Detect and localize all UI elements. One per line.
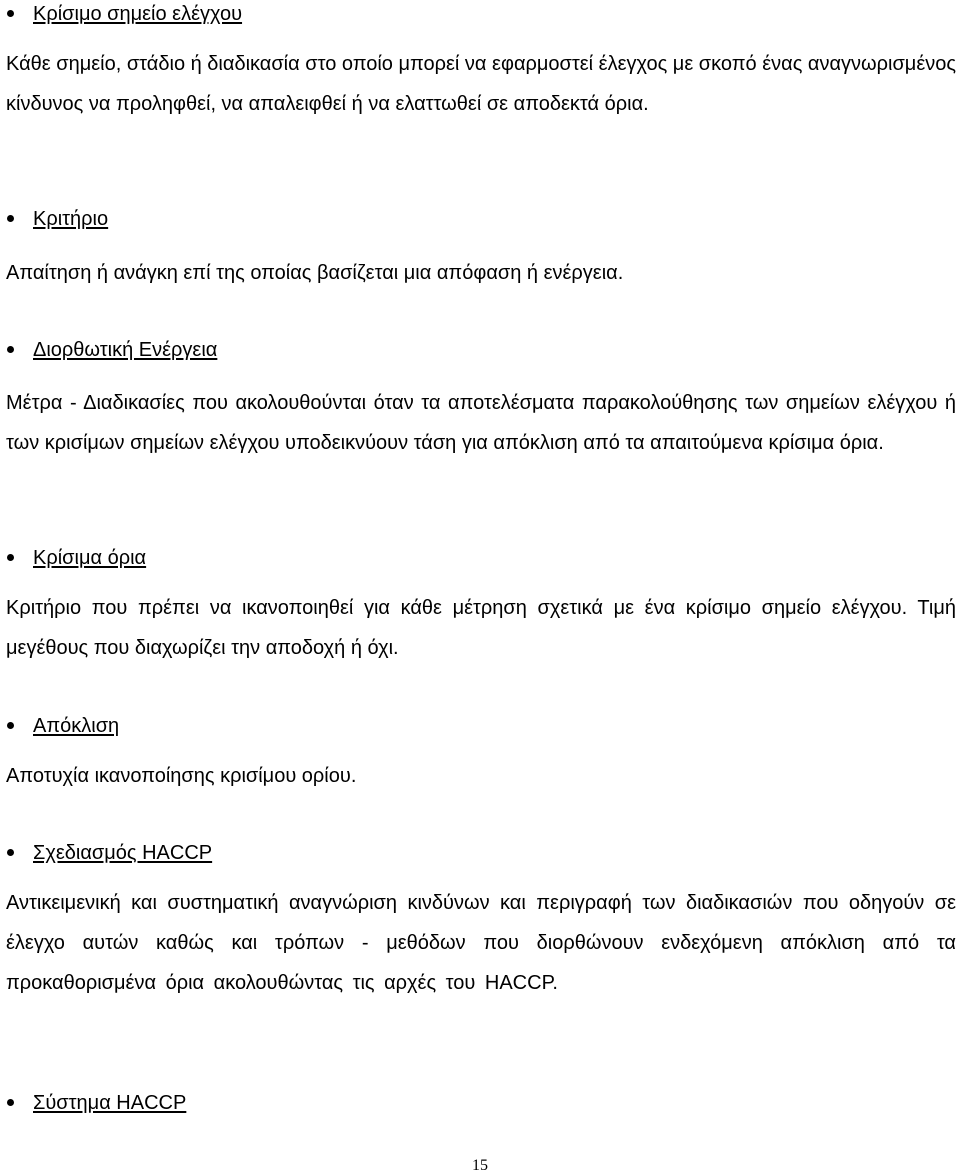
glossary-term: [6, 207, 956, 231]
term-title: Απόκλιση: [33, 715, 120, 737]
term-definition: Κάθε σημείο, στάδιο ή διαδικασία στο οποίο μπορεί να εφαρμοστεί έλεγχος με σκοπό ένας αναγνωρισμένος κίνδυνος να προληφθεί, να απαλειφθεί ή να ελαττωθεί σε αποδεκτά όρια.: [6, 53, 956, 115]
bullet-icon: [7, 554, 14, 561]
glossary-entry: [6, 1091, 956, 1115]
term-definition: Μέτρα - Διαδικασίες που ακολουθούνται όταν τα αποτελέσματα παρακολούθησης των σημείων ελέγχου ή των κρισίμων σημείων ελέγχου υποδεικνύουν τάση για απόκλιση από τα απαιτούμενα κρίσιμα όρια.: [6, 392, 956, 454]
bullet-icon: [7, 849, 14, 856]
glossary-term: [6, 338, 956, 362]
page-number: 15: [472, 1157, 488, 1174]
glossary-entry: [6, 841, 956, 1003]
bullet-icon: [7, 346, 14, 353]
term-definition: Αποτυχία ικανοποίησης κρισίμου ορίου.: [6, 765, 357, 787]
term-title: Σχεδιασμός HACCP: [33, 842, 213, 864]
glossary-entry: [6, 714, 956, 796]
term-title: Κρίσιμα όρια: [33, 547, 147, 569]
glossary-entry: [6, 207, 956, 293]
bullet-icon: [7, 215, 14, 222]
glossary-term: [6, 841, 956, 865]
term-definition: Απαίτηση ή ανάγκη επί της οποίας βασίζεται μια απόφαση ή ενέργεια.: [6, 262, 624, 284]
term-title: Κρίσιμο σημείο ελέγχου: [33, 3, 243, 25]
glossary-term: [6, 714, 956, 738]
glossary-term: [6, 1091, 956, 1115]
glossary-entry: [6, 546, 956, 668]
glossary-term: [6, 2, 956, 26]
glossary-term: [6, 546, 956, 570]
bullet-icon: [7, 722, 14, 729]
glossary-entry: [6, 2, 956, 124]
term-title: Κριτήριο: [33, 208, 109, 230]
term-title: Σύστημα HACCP: [33, 1092, 187, 1114]
term-definition: Αντικειμενική και συστηματική αναγνώριση κινδύνων και περιγραφή των διαδικασιών που οδηγούν σε έλεγχο αυτών καθώς και τρόπων - μεθόδων που διορθώνουν ενδεχόμενη απόκλιση από τα προκαθορισμένα όρια ακολουθώντας τις αρχές του HACCP.: [6, 892, 956, 994]
glossary-entry: [6, 338, 956, 463]
bullet-icon: [7, 1099, 14, 1106]
term-definition: Κριτήριο που πρέπει να ικανοποιηθεί για κάθε μέτρηση σχετικά με ένα κρίσιμο σημείο ελέγχου. Τιμή μεγέθους που διαχωρίζει την αποδοχή ή όχι.: [6, 597, 956, 659]
bullet-icon: [7, 10, 14, 17]
term-title: Διορθωτική Ενέργεια: [33, 339, 218, 361]
